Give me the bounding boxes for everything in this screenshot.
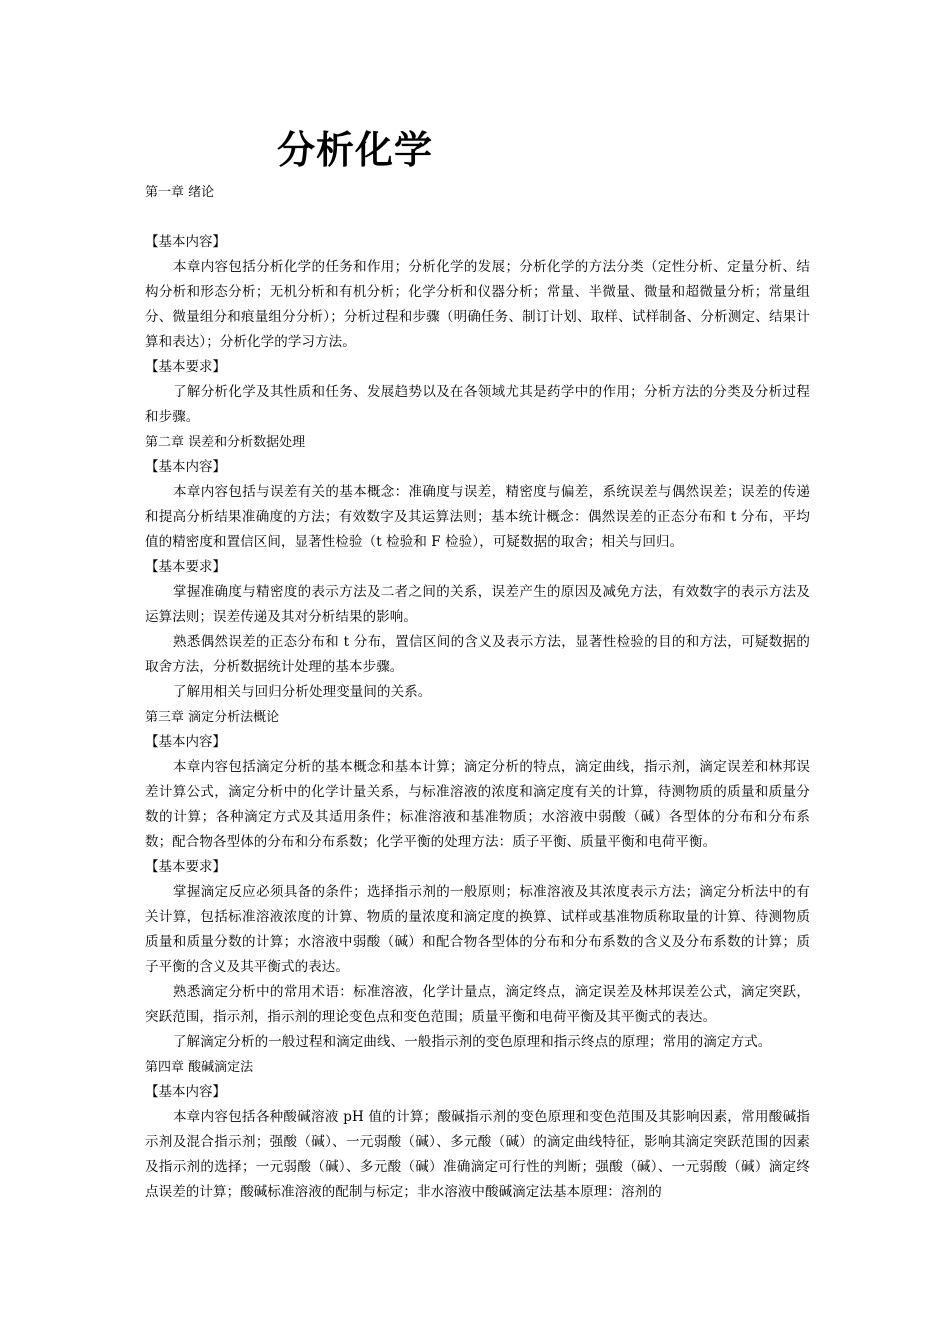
chapter-3-requirement-paragraph-3: 了解滴定分析的一般过程和滴定曲线、一般指示剂的变色原理和指示终点的原理；常用的滴定方式。 — [173, 1034, 772, 1050]
chapter-2-content-label: 【基本内容】 — [145, 459, 226, 475]
chapter-1-content-label: 【基本内容】 — [145, 234, 226, 250]
chapter-1-requirement-label: 【基本要求】 — [145, 359, 226, 375]
chapter-3-content-label: 【基本内容】 — [145, 734, 226, 750]
chapter-3-requirement-paragraph-2: 熟悉滴定分析中的常用术语：标准溶液，化学计量点，滴定终点，滴定误差及林邦误差公式，滴定突跃，突跃范围，指示剂，指示剂的理论变色点和变色范围；质量平衡和电荷平衡及其平衡式的表达。 — [145, 984, 810, 1025]
chapter-3-content-paragraph: 本章内容包括滴定分析的基本概念和基本计算；滴定分析的特点，滴定曲线，指示剂，滴定误差和林邦误差计算公式，滴定分析中的化学计量关系，与标准溶液的浓度和滴定度有关的计算，待测物质的质量和质量分数的计算；各种滴定方式及其适用条件；标准溶液和基准物质；水溶液中弱酸（碱）各型体的分布和分布系数；配合物各型体的分布和分布系数；化学平衡的处理方法：质子平衡、质量平衡和电荷平衡。 — [145, 759, 810, 850]
chapter-2-requirement-paragraph-3: 了解用相关与回归分析处理变量间的关系。 — [173, 684, 432, 700]
chapter-2-content-paragraph: 本章内容包括与误差有关的基本概念：准确度与误差，精密度与偏差，系统误差与偶然误差；误差的传递和提高分析结果准确度的方法；有效数字及其运算法则；基本统计概念：偶然误差的正态分布和 t 分布，平均值的精密度和置信区间，显著性检验（t 检验和 F 检验），可疑数据的取舍；相关与回归。 — [145, 484, 810, 550]
chapter-2-requirement-label: 【基本要求】 — [145, 559, 226, 575]
chapter-3-heading: 第三章 滴定分析法概论 — [145, 710, 280, 725]
chapter-1-content-paragraph: 本章内容包括分析化学的任务和作用；分析化学的发展；分析化学的方法分类（定性分析、定量分析、结构分析和形态分析；无机分析和有机分析；化学分析和仪器分析；常量、半微量、微量和超微量分析；常量组分、微量组分和痕量组分分析）；分析过程和步骤（明确任务、制订计划、取样、试样制备、分析测定、结果计算和表达）；分析化学的学习方法。 — [145, 259, 810, 350]
document-page — [145, 120, 810, 1205]
chapter-4-content-label: 【基本内容】 — [145, 1084, 226, 1100]
chapter-2-requirement-paragraph-1: 掌握准确度与精密度的表示方法及二者之间的关系，误差产生的原因及减免方法，有效数字的表示方法及运算法则；误差传递及其对分析结果的影响。 — [145, 584, 810, 625]
chapter-1-heading: 第一章 绪论 — [145, 185, 215, 200]
chapter-3-requirement-label: 【基本要求】 — [145, 859, 226, 875]
chapter-2-heading: 第二章 误差和分析数据处理 — [145, 435, 306, 450]
chapter-1-requirement-paragraph: 了解分析化学及其性质和任务、发展趋势以及在各领域尤其是药学中的作用；分析方法的分类及分析过程和步骤。 — [145, 384, 810, 425]
document-title: 分析化学 — [277, 128, 434, 172]
chapter-4-heading: 第四章 酸碱滴定法 — [145, 1060, 254, 1075]
chapter-3-requirement-paragraph-1: 掌握滴定反应必须具备的条件；选择指示剂的一般原则；标准溶液及其浓度表示方法；滴定分析法中的有关计算，包括标准溶液浓度的计算、物质的量浓度和滴定度的换算、试样或基准物质称取量的计算、待测物质质量和质量分数的计算；水溶液中弱酸（碱）和配合物各型体的分布和分布系数的含义及分布系数的计算；质子平衡的含义及其平衡式的表达。 — [145, 884, 810, 975]
chapter-4-content-paragraph: 本章内容包括各种酸碱溶液 pH 值的计算；酸碱指示剂的变色原理和变色范围及其影响因素，常用酸碱指示剂及混合指示剂；强酸（碱）、一元弱酸（碱）、多元酸（碱）的滴定曲线特征，影响其滴定突跃范围的因素及指示剂的选择；一元弱酸（碱）、多元酸（碱）准确滴定可行性的判断；强酸（碱）、一元弱酸（碱）滴定终点误差的计算；酸碱标准溶液的配制与标定；非水溶液中酸碱滴定法基本原理：溶剂的 — [145, 1109, 810, 1200]
chapter-2-requirement-paragraph-2: 熟悉偶然误差的正态分布和 t 分布，置信区间的含义及表示方法，显著性检验的目的和方法，可疑数据的取舍方法，分析数据统计处理的基本步骤。 — [145, 634, 810, 675]
